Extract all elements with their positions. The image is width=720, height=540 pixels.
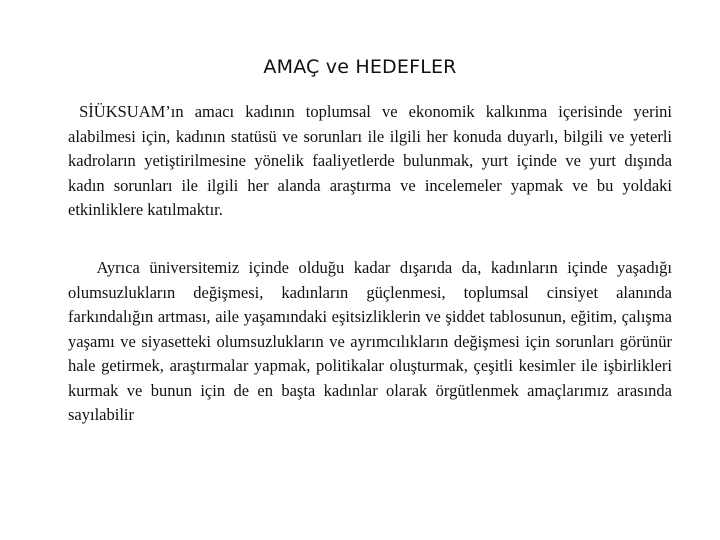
paragraph-purpose: SİÜKSUAM’ın amacı kadının toplumsal ve ekonomik kalkınma içerisinde yerini alabilmesi için, kadının statüsü ve sorunları ile ilgili her konuda duyarlı, bilgili ve yeterli kadroların yetiştirilmesine yönelik faaliyetlerde bulunmak, yurt içinde ve yurt dışında kadın sorunları ile ilgili her alanda araştırma ve incelemeler yapmak ve bu yoldaki etkinliklere katılmaktır.	[68, 102, 677, 219]
paragraph-goals: Ayrıca üniversitemiz içinde olduğu kadar dışarıda da, kadınların içinde yaşadığı olumsuzlukların değişmesi, kadınların güçlenmesi, toplumsal cinsiyet alanında farkındalığın artması, aile yaşamındaki eşitsizliklerin ve şiddet tablosunun, eğitim, çalışma yaşamı ve siyasetteki olumsuzlukların ve ayrımcılıkların değişmesi için sorunları görünür hale getirmek, araştırmalar yapmak, politikalar oluşturmak, çeşitli kesimler ile işbirlikleri kurmak ve bunun için de en başta kadınlar olarak örgütlenmek amaçlarımız arasında sayılabilir	[68, 258, 677, 424]
page-title: AMAÇ ve HEDEFLER	[263, 56, 457, 78]
